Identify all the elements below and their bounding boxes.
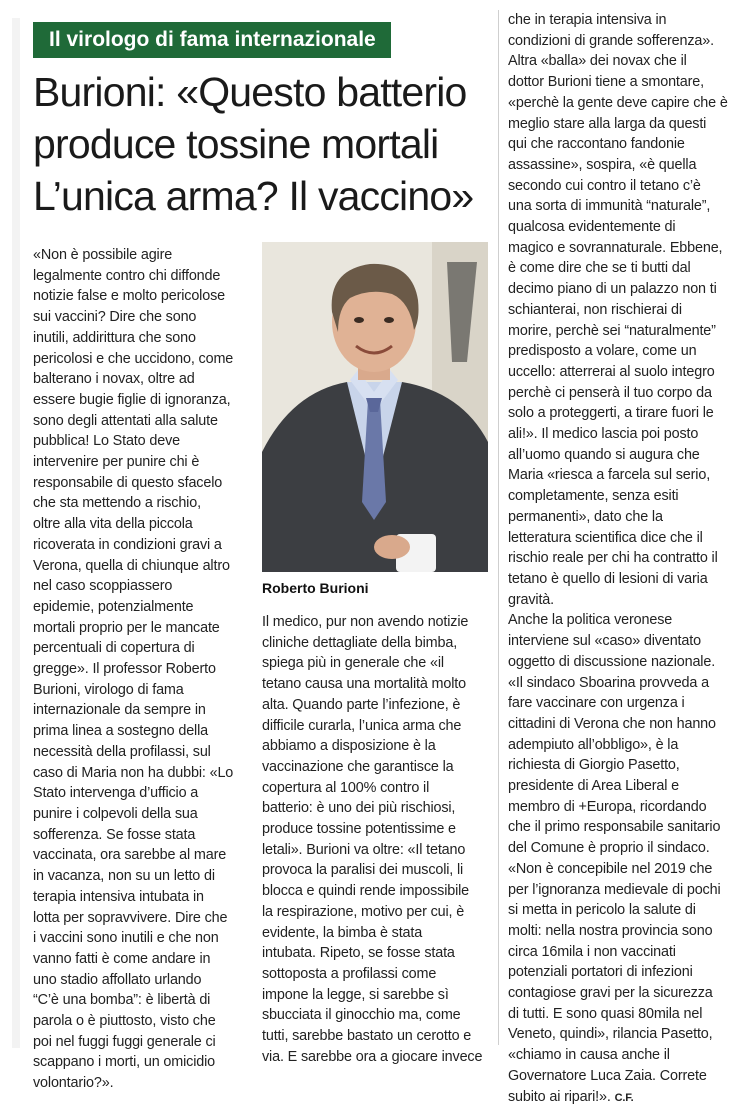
article-column-2	[262, 612, 492, 1067]
column-3-text	[508, 10, 740, 1108]
portrait-illustration	[262, 242, 488, 572]
section-kicker	[33, 22, 391, 58]
column-3-body: che in terapia intensiva in condizioni di grande sofferenza». Altra «balla» dei novax che il dottor Burioni tiene a smontare, «perchè la gente deve capire che è meglio stare alla larga da questi qui che raccontano fandonie assassine», sospira, «è quella secondo cui contro il tetano c’è una sorta di immunità “naturale”, qualcosa evidentemente di magico e sovrannaturale. Ebbene, è come dire che se ti butti dal decimo piano di un palazzo non ti schianterai, non rischierai di morire, perchè sei “naturalmente” predisposto a volare, come un uccello: atterrerai al suolo integro perchè ci penserà il tuo corpo da solo a proteggerti, a tirare fuori le ali!». Il medico lascia poi posto all’uomo quando si augura che Maria «riesca a farcela sul serio, completamente, senza esiti permanenti», dato che la letteratura scientifica dice che il rischio reale per chi ha contratto il tetano è quello di lesioni di varia gravità. Anche la politica veronese interviene sul «caso» diventato oggetto di discussione nazionale. «Il sindaco Sboarina provveda a fare vaccinare con urgenza i cittadini di Verona che non hanno adempiuto all’obbligo», è la richiesta di Giorgio Pasetto, presidente di Area Liberal e membro di +Europa, ricordando che il primo responsabile sanitario del Comune è proprio il sindaco. «Non è concepibile nel 2019 che per l’ignoranza medievale di pochi si metta in pericolo la salute di molti: nella nostra provincia sono circa 16mila i non vaccinati potenziali portatori di infezioni contagiose gravi per la sicurezza di tutti. E sono quasi 80mila nel Veneto, quindi», rilancia Pasetto, «chiamo in causa anche il Governatore Luca Zaia. Correte subito ai ripari!».	[508, 12, 728, 1105]
article-column-3	[508, 10, 740, 1108]
article-headline: Burioni: «Questo batterio produce tossine mortali L’unica arma? Il vaccino»	[33, 69, 474, 219]
left-margin-rule	[12, 18, 20, 1048]
column-2-text: Il medico, pur non avendo notizie cliniche dettagliate della bimba, spiega più in generale che «il tetano causa una mortalità molto alta. Quando parte l’infezione, è difficile curarla, l’unica arma che abbiamo a disposizione è la vaccinazione che garantisce la copertura al 100% contro il batterio: è uno dei più rischiosi, produce tossine potentissime e letali». Burioni va oltre: «Il tetano provoca la paralisi dei muscoli, li blocca e quindi rende impossibile la respirazione, motivo per cui, è evidente, la bimba è stata intubata. Ripeto, se fosse stata sottoposta a profilassi come impone la legge, si sarebbe sì sbucciata il ginocchio ma, come tutti, sarebbe bastato un cerotto e via. E sarebbe ora a giocare invece	[262, 614, 483, 1065]
photo-caption: Roberto Burioni	[262, 580, 369, 596]
kicker-text: Il virologo di fama internazionale	[49, 28, 376, 51]
author-signature: C.F.	[614, 1091, 634, 1104]
article-column-1	[33, 245, 253, 1094]
column-divider	[498, 10, 499, 1045]
portrait-photo	[262, 242, 488, 572]
column-1-text: «Non è possibile agire legalmente contro chi diffonde notizie false e molto pericolose sui vaccini? Dire che sono inutili, addirittura che sono pericolosi e che uccidono, come balterano i novax, oltre ad essere bugie figlie di ignoranza, sono degli attentati alla salute pubblica! Lo Stato deve intervenire per punire chi è responsabile di questo sfacelo che sta mettendo a rischio, oltre alla vita della piccola ricoverata in condizioni gravi a Verona, quella di chiunque altro nel caso scoppiassero epidemie, potenzialmente mortali proprio per le mancate percentuali di copertura di gregge». Il professor Roberto Burioni, virologo di fama internazionale da sempre in prima linea a sostegno della necessità della profilassi, sul caso di Maria non ha dubbi: «Lo Stato intervenga d’ufficio a punire i colpevoli della sua sofferenza. Se fosse stata vaccinata, ora sarebbe al mare in vacanza, non su un letto di terapia intensiva intubata in lotta per sopravvivere. Dire che i vaccini sono inutili e che non vanno fatti è come andare in uno stadio affollato urlando “C’è una bomba”: è libertà di parola o è piuttosto, visto che poi nel fuggi fuggi generale ci scappano i morti, un omicidio volontario?».	[33, 247, 234, 1092]
